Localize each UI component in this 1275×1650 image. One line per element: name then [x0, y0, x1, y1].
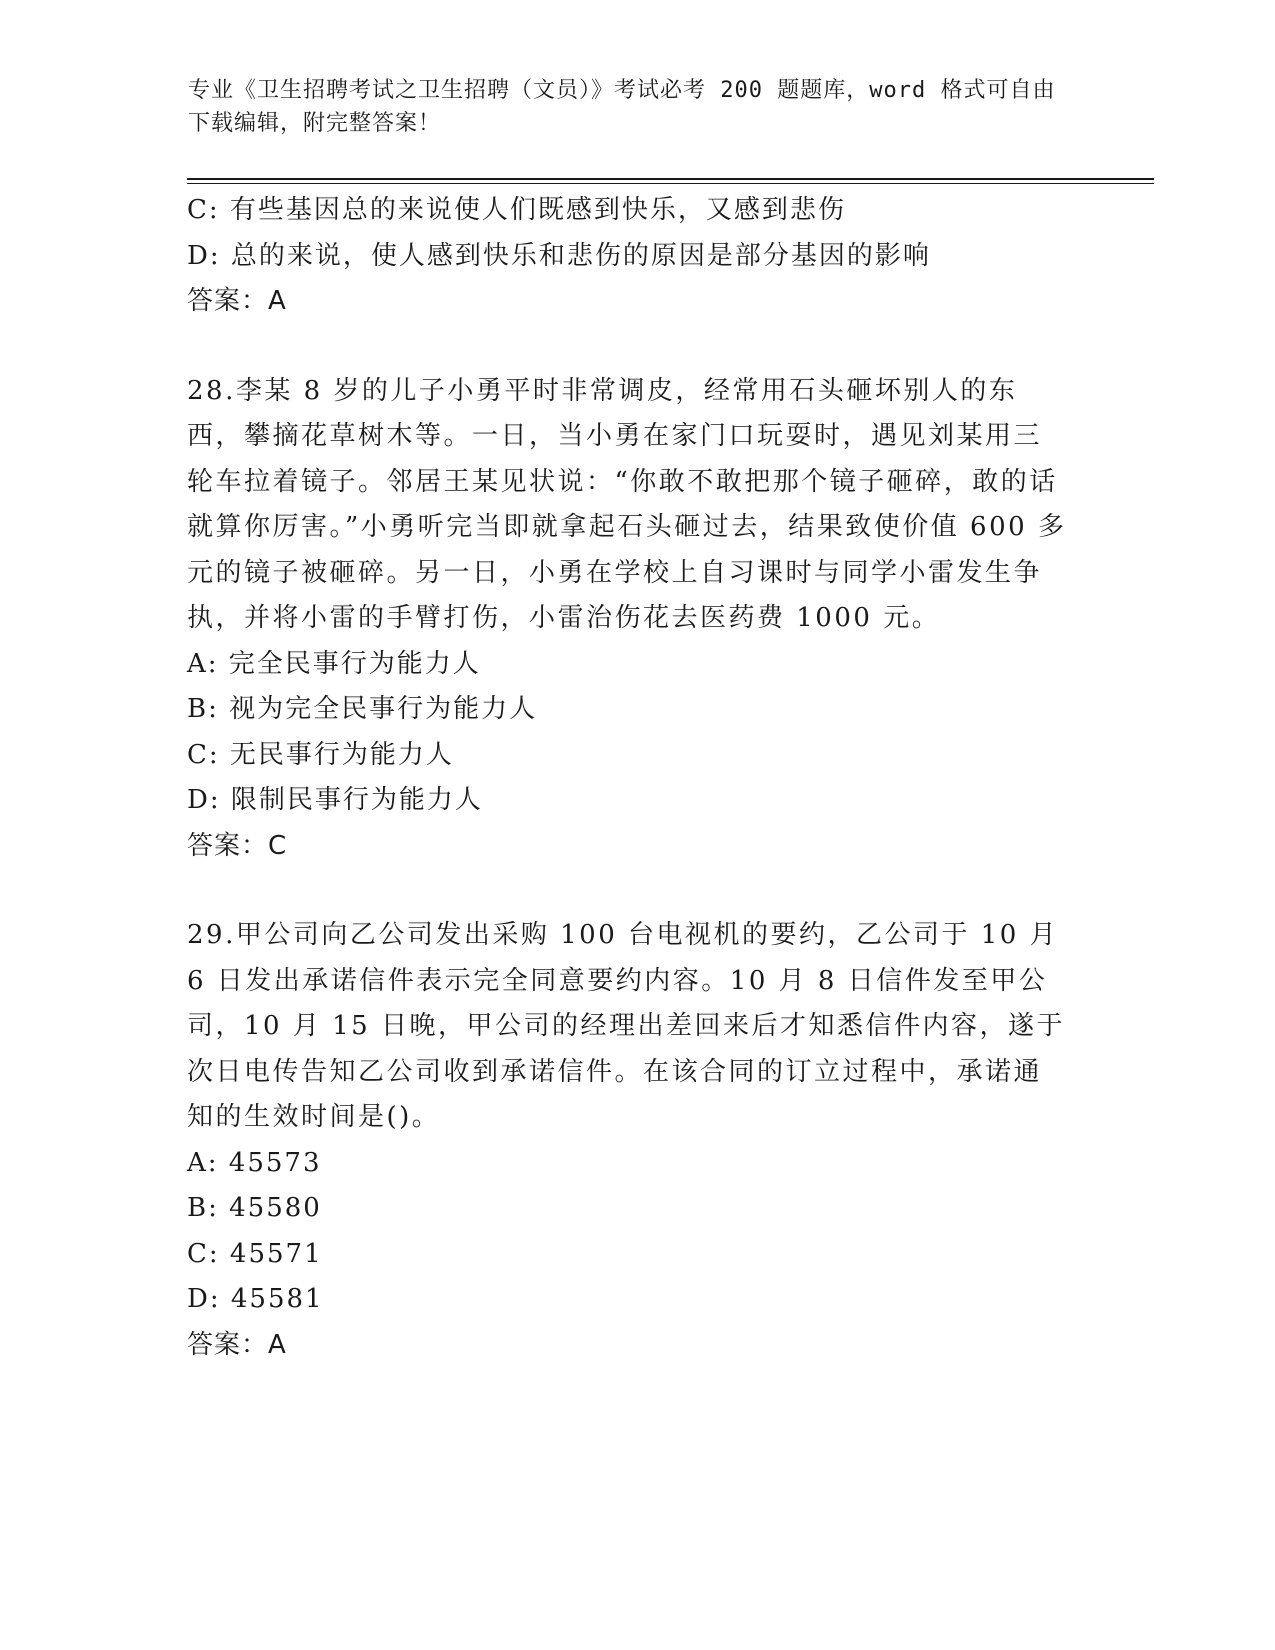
question-stem: 29.甲公司向乙公司发出采购 100 台电视机的要约，乙公司于 10 月 6 日发出承诺信件表示完全同意要约内容。10 月 8 日信件发至甲公司，10 月 15 日晚，甲公司的经理出差回来后才知悉信件内容，遂于次日电传告知乙公司收到承诺信件。在该合同的订立过程中，承诺通知的生效时间是()。 [187, 920, 1065, 1132]
question-29 [187, 913, 1087, 1368]
answer-line: 答案：A [187, 1329, 287, 1360]
option-d: D: 总的来说，使人感到快乐和悲伤的原因是部分基因的影响 [187, 240, 931, 271]
answer-line: 答案：A [187, 286, 287, 316]
option-d: D: 限制民事行为能力人 [187, 785, 483, 815]
option-b: B: 45580 [187, 1193, 322, 1223]
document-header: 专业《卫生招聘考试之卫生招聘（文员）》考试必考 200 题题库，word 格式可自由下载编辑，附完整答案！ [188, 78, 1056, 136]
option-d: D: 45581 [187, 1284, 324, 1314]
option-c: C: 有些基因总的来说使人们既感到快乐，又感到悲伤 [187, 195, 846, 225]
prev-question [187, 188, 1087, 325]
option-a: A: 完全民事行为能力人 [187, 648, 481, 679]
question-stem: 28.李某 8 岁的儿子小勇平时非常调皮，经常用石头砸坏别人的东西，攀摘花草树木等。一日，当小勇在家门口玩耍时，遇见刘某用三轮车拉着镜子。邻居王某见状说：“你敢不敢把那个镜子砸碎，敢的话就算你厉害。”小勇听完当即就拿起石头砸过去，结果致使价值 600 多元的镜子被砸碎。另一日，小勇在学校上自习课时与同学小雷发生争执，并将小雷的手臂打伤，小雷治伤花去医药费 1000 元。 [187, 375, 1067, 633]
answer-line: 答案：C [187, 830, 288, 861]
question-gap [187, 869, 1087, 913]
option-a: A: 45573 [187, 1147, 322, 1178]
question-gap [187, 325, 1087, 369]
option-c: C: 无民事行为能力人 [187, 739, 454, 770]
option-b: B: 视为完全民事行为能力人 [187, 694, 538, 724]
document-body [187, 188, 1087, 1368]
header-rule-thick [187, 178, 1154, 180]
option-c: C: 45571 [187, 1238, 323, 1269]
question-28 [187, 369, 1087, 870]
header-rule-thin [187, 183, 1154, 184]
